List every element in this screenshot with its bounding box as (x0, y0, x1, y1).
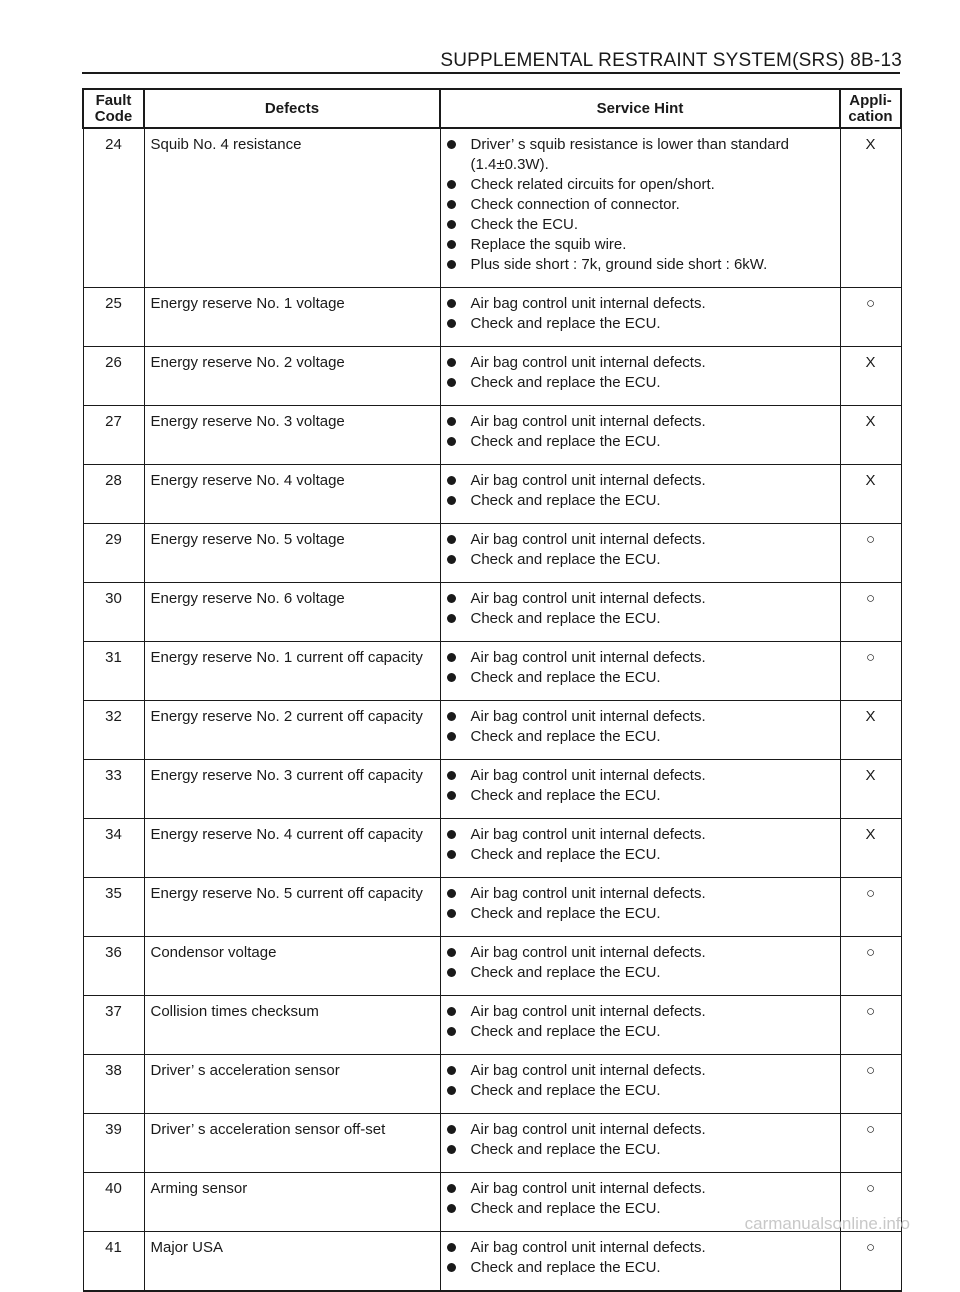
service-hint-cell (440, 347, 840, 406)
table-row (83, 937, 901, 996)
application-mark: ○ (840, 288, 901, 347)
fault-code-table (82, 88, 902, 1292)
service-hint-item: Air bag control unit internal defects. (447, 648, 834, 668)
service-hint-item: Air bag control unit internal defects. (447, 1238, 834, 1258)
table-row (83, 524, 901, 583)
defect-cell: Energy reserve No. 3 voltage (144, 406, 440, 465)
service-hint-list (447, 412, 834, 452)
service-hint-list (447, 707, 834, 747)
service-hint-item: Air bag control unit internal defects. (447, 1120, 834, 1140)
service-hint-item: Air bag control unit internal defects. (447, 589, 834, 609)
service-hint-item: Air bag control unit internal defects. (447, 943, 834, 963)
column-header-fault-code: Fault Code (83, 89, 144, 128)
fault-code-cell: 36 (83, 937, 144, 996)
application-mark: ○ (840, 642, 901, 701)
table-row (83, 760, 901, 819)
footer-watermark: carmanualsonline.info (744, 1214, 910, 1233)
fault-code-cell: 28 (83, 465, 144, 524)
service-hint-item: Check and replace the ECU. (447, 1022, 834, 1042)
application-mark: ○ (840, 1055, 901, 1114)
service-hint-item: Air bag control unit internal defects. (447, 884, 834, 904)
application-mark: ○ (840, 937, 901, 996)
service-hint-cell (440, 406, 840, 465)
service-hint-list (447, 353, 834, 393)
service-hint-cell (440, 465, 840, 524)
fault-code-cell: 32 (83, 701, 144, 760)
application-mark: X (840, 760, 901, 819)
service-hint-item: Air bag control unit internal defects. (447, 1002, 834, 1022)
defect-cell: Energy reserve No. 1 voltage (144, 288, 440, 347)
fault-code-cell: 40 (83, 1173, 144, 1232)
table-row (83, 996, 901, 1055)
service-hint-item: Check and replace the ECU. (447, 1140, 834, 1160)
service-hint-item: Check related circuits for open/short. (447, 175, 834, 195)
application-mark: ○ (840, 1114, 901, 1173)
table-row (83, 878, 901, 937)
page-header-title: SUPPLEMENTAL RESTRAINT SYSTEM(SRS) 8B-13 (440, 50, 902, 71)
defect-cell: Collision times checksum (144, 996, 440, 1055)
service-hint-cell (440, 1055, 840, 1114)
fault-code-cell: 31 (83, 642, 144, 701)
column-header-defects: Defects (144, 89, 440, 128)
service-hint-item: Check and replace the ECU. (447, 963, 834, 983)
service-hint-item: Check and replace the ECU. (447, 432, 834, 452)
service-hint-item: Check and replace the ECU. (447, 314, 834, 334)
application-mark: X (840, 465, 901, 524)
service-hint-cell (440, 996, 840, 1055)
table-row (83, 701, 901, 760)
service-hint-list (447, 1120, 834, 1160)
service-hint-cell (440, 524, 840, 583)
fault-code-cell: 39 (83, 1114, 144, 1173)
service-hint-list (447, 1061, 834, 1101)
service-hint-list (447, 294, 834, 334)
service-hint-list (447, 530, 834, 570)
service-hint-item: Air bag control unit internal defects. (447, 707, 834, 727)
defect-cell: Energy reserve No. 4 current off capacity (144, 819, 440, 878)
defect-cell: Driver’ s acceleration sensor off-set (144, 1114, 440, 1173)
application-mark: ○ (840, 996, 901, 1055)
defect-cell: Condensor voltage (144, 937, 440, 996)
table-row (83, 819, 901, 878)
application-mark: ○ (840, 524, 901, 583)
service-hint-item: Check and replace the ECU. (447, 904, 834, 924)
service-hint-item: Check and replace the ECU. (447, 373, 834, 393)
service-hint-item: Check and replace the ECU. (447, 1258, 834, 1278)
service-hint-list (447, 766, 834, 806)
service-hint-list (447, 1179, 834, 1219)
application-mark: ○ (840, 583, 901, 642)
defect-cell: Energy reserve No. 2 current off capacity (144, 701, 440, 760)
defect-cell: Driver’ s acceleration sensor (144, 1055, 440, 1114)
service-hint-list (447, 135, 834, 275)
service-hint-item: Check and replace the ECU. (447, 491, 834, 511)
fault-code-cell: 29 (83, 524, 144, 583)
fault-code-cell: 37 (83, 996, 144, 1055)
service-hint-cell (440, 819, 840, 878)
service-hint-item: Air bag control unit internal defects. (447, 353, 834, 373)
application-mark: ○ (840, 1173, 901, 1232)
service-hint-list (447, 1002, 834, 1042)
table-row (83, 1232, 901, 1292)
service-hint-cell (440, 1232, 840, 1292)
service-hint-cell (440, 642, 840, 701)
fault-code-cell: 34 (83, 819, 144, 878)
fault-code-cell: 38 (83, 1055, 144, 1114)
service-hint-item: Air bag control unit internal defects. (447, 294, 834, 314)
service-hint-item: Driver’ s squib resistance is lower than standard (1.4±0.3W). (447, 135, 834, 175)
application-mark: ○ (840, 1232, 901, 1292)
defect-cell: Major USA (144, 1232, 440, 1292)
service-hint-cell (440, 1114, 840, 1173)
service-hint-item: Check and replace the ECU. (447, 609, 834, 629)
service-hint-item: Check and replace the ECU. (447, 1199, 834, 1219)
service-hint-item: Check and replace the ECU. (447, 1081, 834, 1101)
table-header-row (83, 89, 901, 128)
service-hint-item: Check and replace the ECU. (447, 668, 834, 688)
fault-code-cell: 35 (83, 878, 144, 937)
defect-cell: Energy reserve No. 1 current off capacity (144, 642, 440, 701)
service-hint-cell (440, 937, 840, 996)
service-hint-item: Check connection of connector. (447, 195, 834, 215)
application-mark: X (840, 128, 901, 288)
table-row (83, 288, 901, 347)
table-row (83, 406, 901, 465)
service-hint-cell (440, 128, 840, 288)
service-hint-list (447, 943, 834, 983)
table-row (83, 1055, 901, 1114)
service-hint-item: Plus side short : 7k, ground side short : 6kW. (447, 255, 834, 275)
defect-cell: Energy reserve No. 5 current off capacity (144, 878, 440, 937)
service-hint-cell (440, 878, 840, 937)
service-hint-cell (440, 701, 840, 760)
fault-code-cell: 30 (83, 583, 144, 642)
service-hint-item: Air bag control unit internal defects. (447, 1061, 834, 1081)
column-header-service-hint: Service Hint (440, 89, 840, 128)
application-mark: X (840, 347, 901, 406)
service-hint-item: Air bag control unit internal defects. (447, 825, 834, 845)
service-hint-list (447, 471, 834, 511)
service-hint-item: Air bag control unit internal defects. (447, 471, 834, 491)
service-hint-item: Check and replace the ECU. (447, 727, 834, 747)
application-mark: X (840, 701, 901, 760)
table-row (83, 583, 901, 642)
service-hint-list (447, 1238, 834, 1278)
table-row (83, 465, 901, 524)
fault-code-cell: 33 (83, 760, 144, 819)
defect-cell: Energy reserve No. 3 current off capacity (144, 760, 440, 819)
service-hint-list (447, 648, 834, 688)
table-row (83, 128, 901, 288)
service-hint-list (447, 825, 834, 865)
service-hint-item: Replace the squib wire. (447, 235, 834, 255)
service-hint-list (447, 589, 834, 629)
fault-code-cell: 24 (83, 128, 144, 288)
defect-cell: Energy reserve No. 4 voltage (144, 465, 440, 524)
application-mark: X (840, 406, 901, 465)
fault-code-cell: 25 (83, 288, 144, 347)
fault-code-cell: 27 (83, 406, 144, 465)
column-header-application: Appli- cation (840, 89, 901, 128)
service-hint-item: Air bag control unit internal defects. (447, 530, 834, 550)
application-mark: ○ (840, 878, 901, 937)
table-row (83, 642, 901, 701)
service-hint-item: Check and replace the ECU. (447, 845, 834, 865)
defect-cell: Energy reserve No. 6 voltage (144, 583, 440, 642)
defect-cell: Arming sensor (144, 1173, 440, 1232)
service-hint-item: Check the ECU. (447, 215, 834, 235)
service-hint-item: Air bag control unit internal defects. (447, 766, 834, 786)
header-rule (82, 72, 900, 74)
application-mark: X (840, 819, 901, 878)
service-hint-item: Check and replace the ECU. (447, 786, 834, 806)
service-hint-list (447, 884, 834, 924)
defect-cell: Energy reserve No. 5 voltage (144, 524, 440, 583)
fault-code-cell: 41 (83, 1232, 144, 1292)
service-hint-item: Check and replace the ECU. (447, 550, 834, 570)
table-row (83, 347, 901, 406)
fault-code-cell: 26 (83, 347, 144, 406)
defect-cell: Squib No. 4 resistance (144, 128, 440, 288)
service-hint-cell (440, 760, 840, 819)
table-body (83, 128, 901, 1291)
service-hint-cell (440, 583, 840, 642)
service-hint-item: Air bag control unit internal defects. (447, 412, 834, 432)
service-hint-cell (440, 288, 840, 347)
table-row (83, 1114, 901, 1173)
service-hint-item: Air bag control unit internal defects. (447, 1179, 834, 1199)
defect-cell: Energy reserve No. 2 voltage (144, 347, 440, 406)
